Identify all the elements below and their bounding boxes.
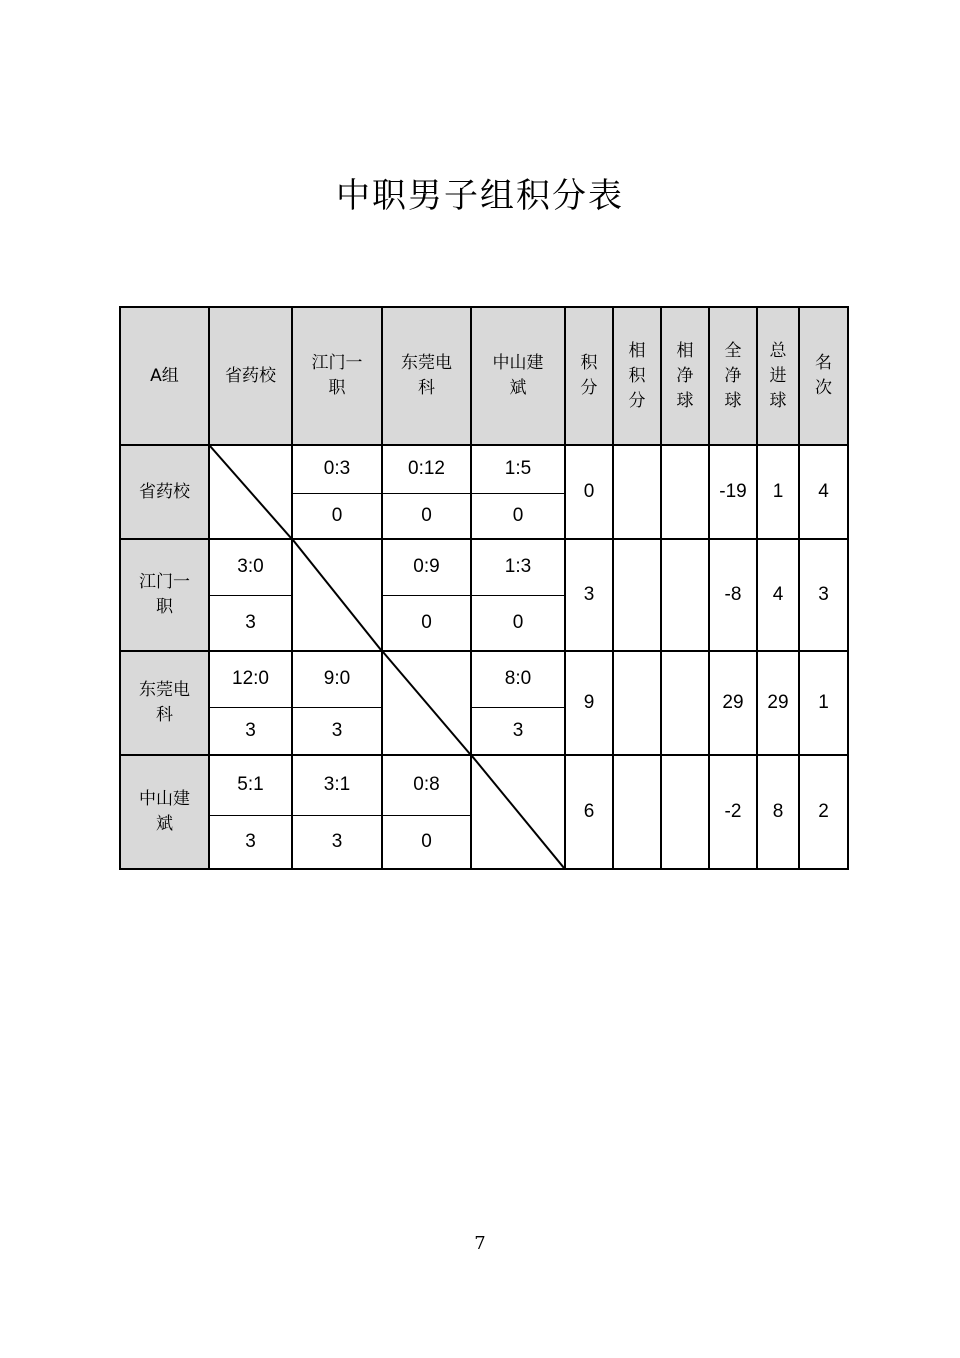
goals-scored: 1 [757,445,799,539]
diagonal-cell [209,445,292,539]
total-points: 0 [565,445,613,539]
total-points: 9 [565,651,613,755]
match-score: 12:0 [209,651,292,707]
match-score: 1:5 [471,445,565,493]
match-points: 0 [292,493,382,539]
goal-diff: 29 [709,651,757,755]
match-points: 3 [209,815,292,869]
match-points: 3 [209,707,292,755]
team-header-1: 省药校 [209,307,292,445]
rank: 2 [799,755,848,869]
diagonal-cell [292,539,382,651]
goals-scored: 29 [757,651,799,755]
match-points: 0 [382,595,471,651]
row-team-name: 江门一 职 [120,539,209,651]
match-points: 0 [471,595,565,651]
standings-table [119,306,849,870]
rel-goal-diff [661,651,709,755]
match-score: 0:3 [292,445,382,493]
match-points: 0 [471,493,565,539]
match-score: 1:3 [471,539,565,595]
goal-diff: -8 [709,539,757,651]
match-points: 3 [292,815,382,869]
row-team-name: 东莞电 科 [120,651,209,755]
standings-table-wrapper [119,306,849,870]
group-header: A组 [120,307,209,445]
match-score: 9:0 [292,651,382,707]
rank: 4 [799,445,848,539]
rank: 1 [799,651,848,755]
rel-goal-diff [661,539,709,651]
team-header-2: 江门一 职 [292,307,382,445]
stat-header-goal-diff: 全 净 球 [709,307,757,445]
diagonal-cell [471,755,565,869]
total-points: 6 [565,755,613,869]
rel-points [613,539,661,651]
header-row [120,307,848,445]
goal-diff: -2 [709,755,757,869]
match-score: 5:1 [209,755,292,815]
rel-points [613,445,661,539]
match-score: 8:0 [471,651,565,707]
match-score: 0:9 [382,539,471,595]
stat-header-goals: 总 进 球 [757,307,799,445]
table-row [120,651,848,707]
row-team-name: 省药校 [120,445,209,539]
goals-scored: 4 [757,539,799,651]
match-points: 0 [382,493,471,539]
page-title: 中职男子组积分表 [336,176,624,216]
rel-goal-diff [661,755,709,869]
match-points: 3 [471,707,565,755]
match-points: 3 [292,707,382,755]
team-header-4: 中山建 斌 [471,307,565,445]
match-score: 3:0 [209,539,292,595]
match-score: 3:1 [292,755,382,815]
stat-header-points: 积 分 [565,307,613,445]
diagonal-cell [382,651,471,755]
row-team-name: 中山建 斌 [120,755,209,869]
rank: 3 [799,539,848,651]
stat-header-rank: 名 次 [799,307,848,445]
team-header-3: 东莞电 科 [382,307,471,445]
match-score: 0:8 [382,755,471,815]
match-points: 3 [209,595,292,651]
total-points: 3 [565,539,613,651]
table-row [120,755,848,815]
rel-points [613,651,661,755]
table-row [120,539,848,595]
goal-diff: -19 [709,445,757,539]
rel-goal-diff [661,445,709,539]
match-score: 0:12 [382,445,471,493]
match-points: 0 [382,815,471,869]
stat-header-rel-goal-diff: 相 净 球 [661,307,709,445]
goals-scored: 8 [757,755,799,869]
page-number: 7 [474,1233,486,1254]
rel-points [613,755,661,869]
stat-header-rel-points: 相 积 分 [613,307,661,445]
table-row [120,445,848,493]
